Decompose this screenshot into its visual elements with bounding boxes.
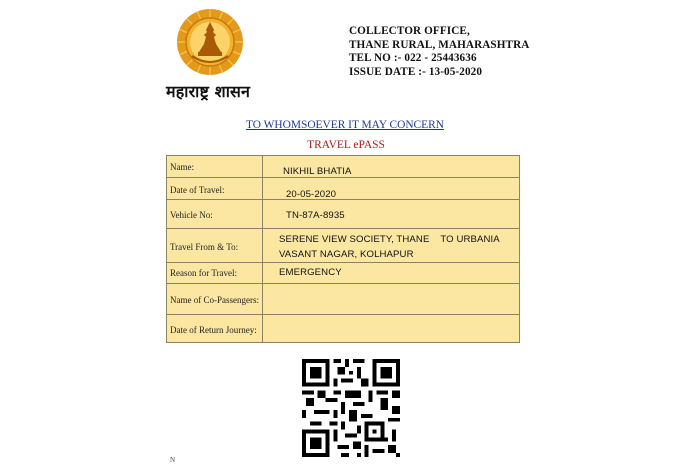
form-label: Name: — [170, 162, 194, 172]
form-row-reason — [167, 262, 519, 283]
concern-heading-text: TO WHOMSOEVER IT MAY CONCERN — [246, 119, 444, 131]
epass-title-text: TRAVEL ePASS — [307, 139, 385, 151]
concern-heading — [0, 119, 700, 131]
form-row-return-date — [167, 314, 519, 342]
form-label: Date of Travel: — [170, 185, 225, 195]
form-label: Reason for Travel: — [170, 268, 237, 278]
form-value: 20-05-2020 — [286, 189, 337, 200]
form-row-travel-from-to — [167, 228, 519, 262]
form-label: Vehicle No: — [170, 210, 213, 220]
form-row-co-passengers — [167, 283, 519, 314]
form-value: NIKHIL BHATIA — [283, 166, 352, 177]
stray-text: N — [170, 456, 176, 464]
form-label: Name of Co-Passengers: — [170, 295, 259, 305]
form-value: SERENE VIEW SOCIETY, THANE TO URBANIA — [279, 234, 500, 245]
epass-title — [0, 139, 700, 151]
office-address — [349, 25, 529, 79]
form-row-vehicle-no — [167, 199, 519, 228]
office-line: ISSUE DATE :- 13-05-2020 — [349, 65, 483, 78]
office-line: TEL NO :- 022 - 25443636 — [349, 52, 477, 65]
form-row-date-of-travel — [167, 177, 519, 199]
form-value: TN-87A-8935 — [286, 210, 345, 221]
form-value: VASANT NAGAR, KOLHAPUR — [279, 249, 414, 260]
government-name: महाराष्ट्र शासन — [166, 82, 251, 101]
form-label: Date of Return Journey: — [170, 325, 257, 335]
qr-code-icon — [302, 358, 400, 458]
maharashtra-emblem-icon — [176, 8, 244, 76]
travel-pass-form — [166, 155, 520, 343]
office-line: COLLECTOR OFFICE, — [349, 25, 470, 37]
form-label: Travel From & To: — [170, 242, 239, 252]
form-value: EMERGENCY — [279, 267, 342, 278]
office-line: THANE RURAL, MAHARASHTRA — [349, 38, 530, 51]
form-row-name — [167, 156, 519, 177]
